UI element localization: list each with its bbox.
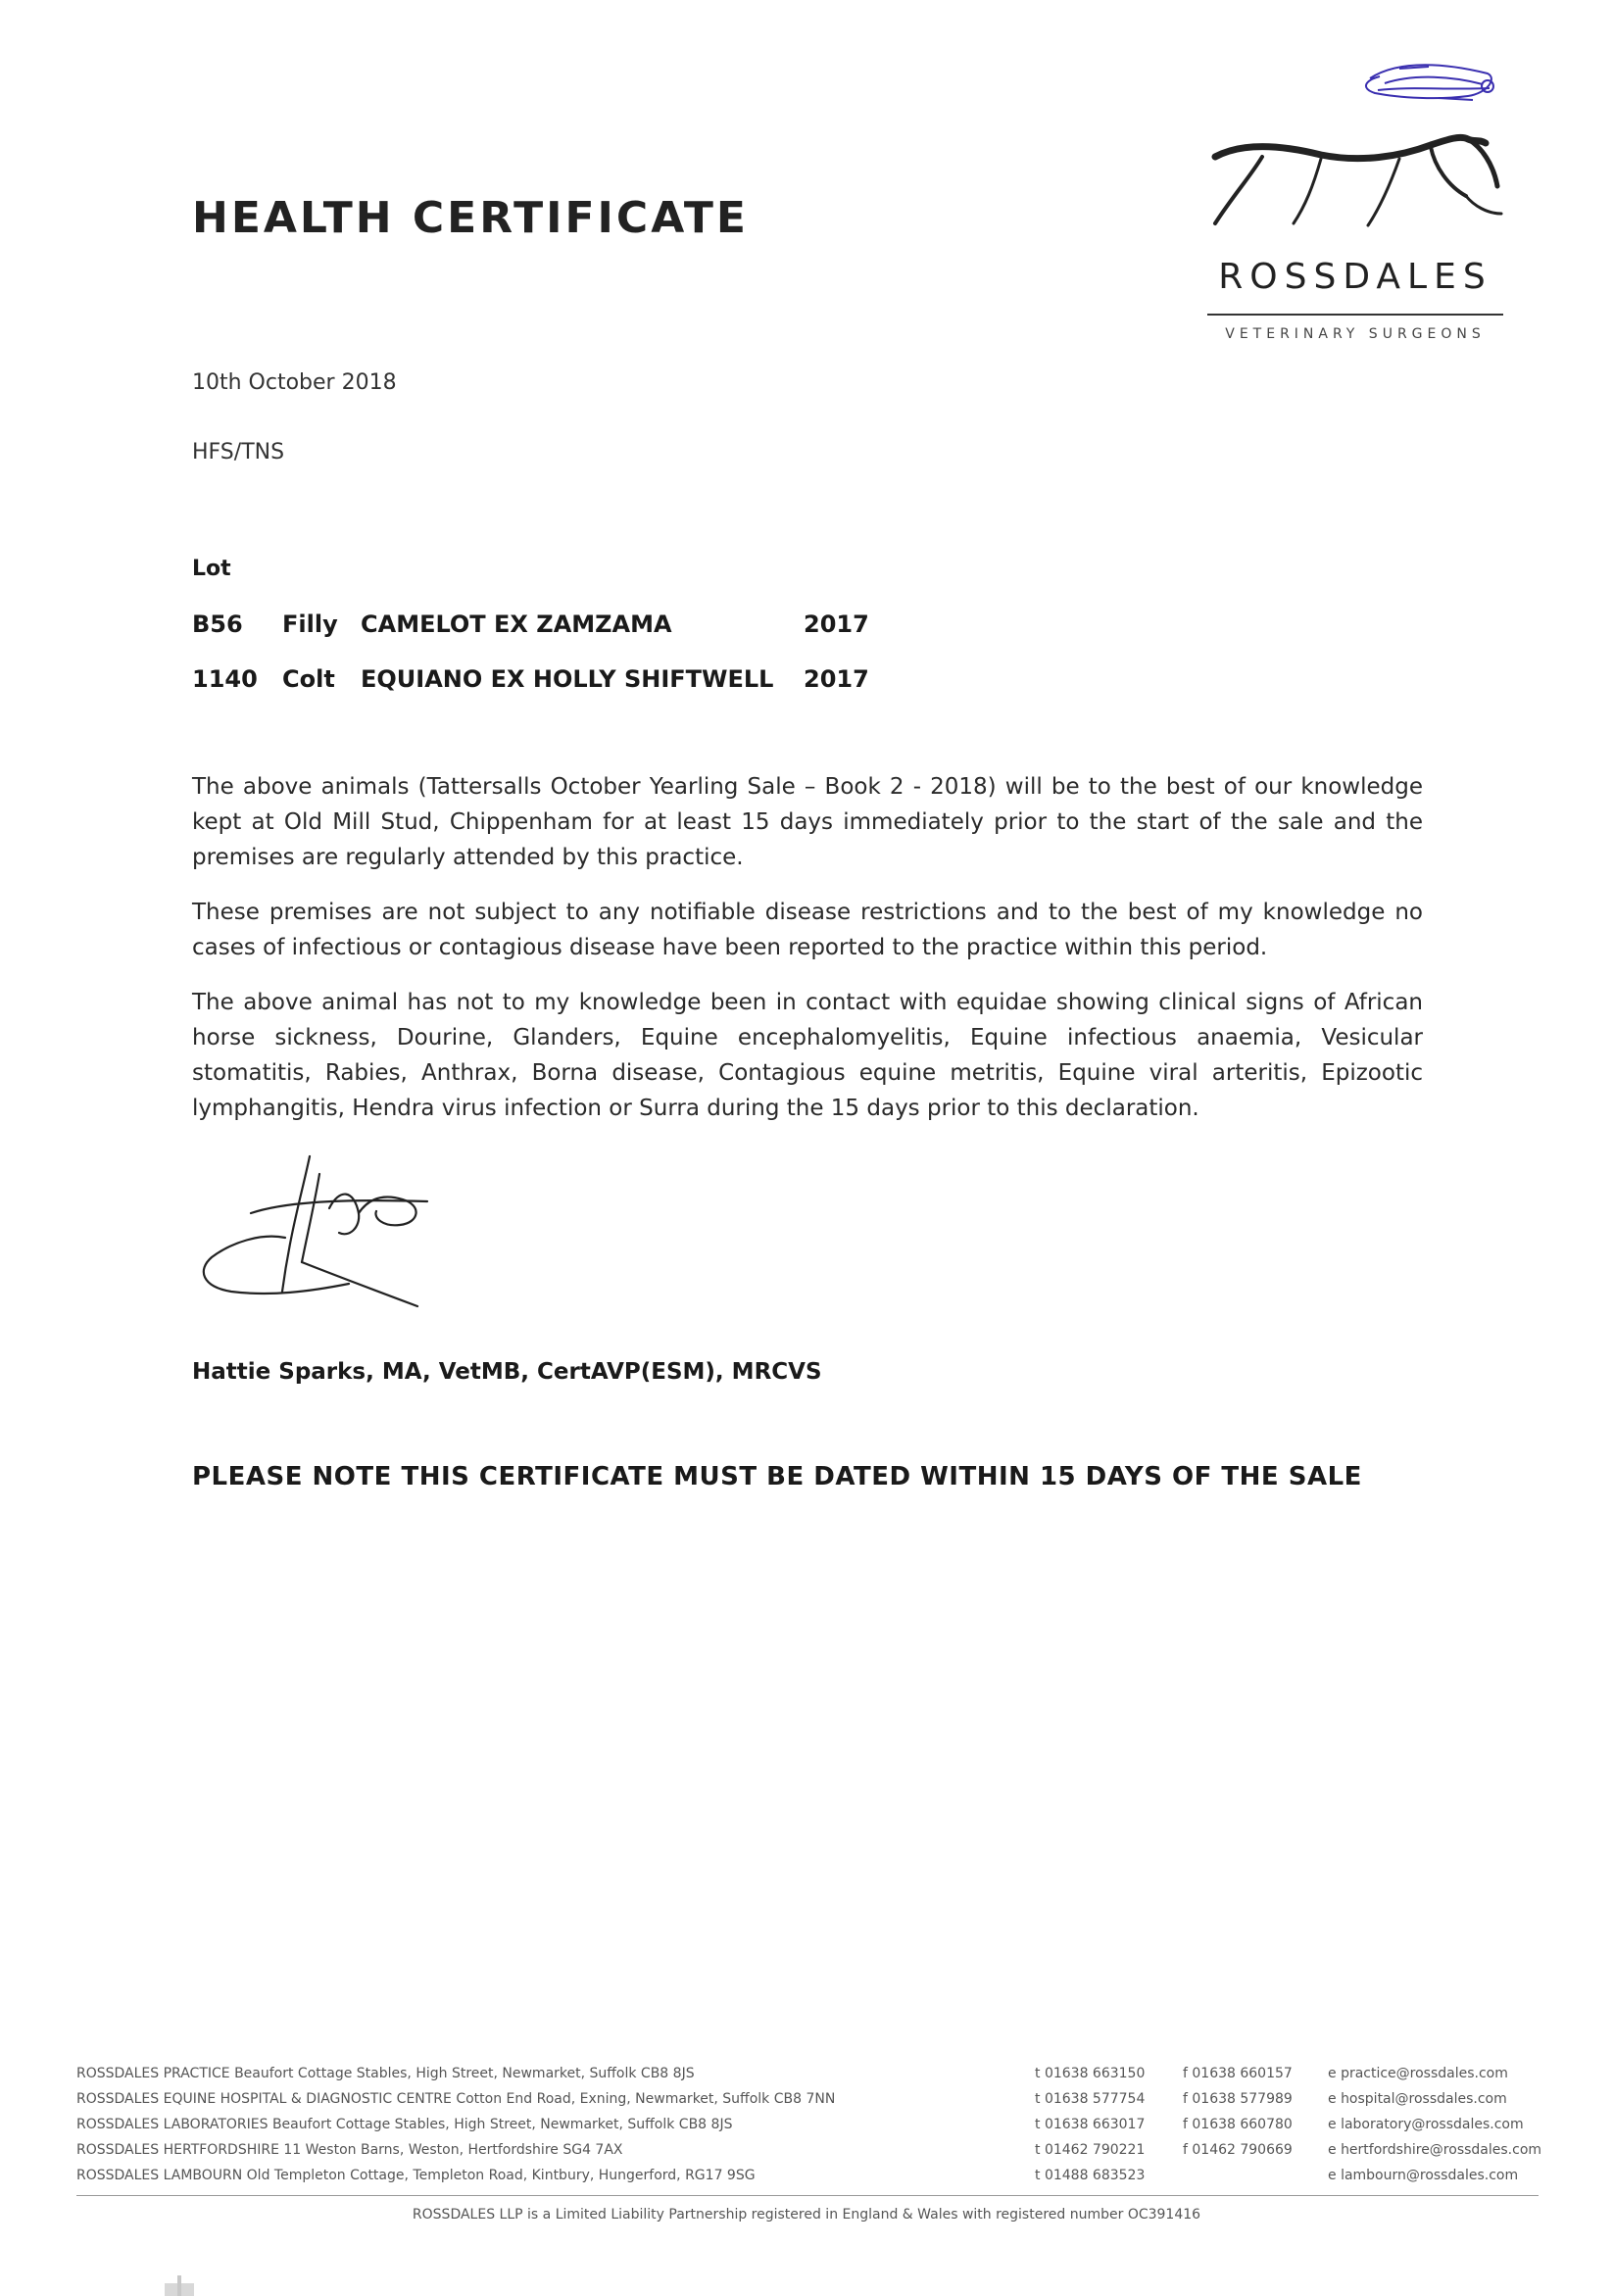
footer-address: ROSSDALES PRACTICE Beaufort Cottage Stables, High Street, Newmarket, Suffolk CB8 8JS [76,2066,695,2081]
footer-address: ROSSDALES LABORATORIES Beaufort Cottage Stables, High Street, Newmarket, Suffolk CB8 8JS [76,2117,733,2132]
certificate-date: 10th October 2018 [192,370,397,395]
stamp-mark-icon [1366,65,1493,100]
lot-sex: Filly [282,611,338,638]
footer-divider [76,2195,1539,2196]
lot-pedigree: EQUIANO EX HOLLY SHIFTWELL [361,665,774,693]
footer-email: e hertfordshire@rossdales.com [1328,2142,1542,2158]
lot-row [192,665,937,695]
signatory-name: Hattie Sparks, MA, VetMB, CertAVP(ESM), MRCVS [192,1359,822,1385]
page-title: HEALTH CERTIFICATE [192,193,749,243]
logo-divider [1207,314,1503,316]
footer-email: e practice@rossdales.com [1328,2066,1508,2081]
rossdales-logo [1203,49,1517,353]
lot-year: 2017 [804,611,869,638]
statement-paragraph: The above animals (Tattersalls October Yearling Sale – Book 2 - 2018) will be to the best of our knowledge kept at Old Mill Stud, Chippenham for at least 15 days immediately prior to the start of the sale and the premises are regularly attended by this practice. [192,774,1423,870]
statement-paragraph: These premises are not subject to any notifiable disease restrictions and to the best of my knowledge no cases of infectious or contagious disease have been reported to the practice within this period. [192,900,1423,960]
footer-fax: f 01638 660780 [1183,2117,1293,2132]
registration-mark-icon [165,2275,194,2296]
footer-address: ROSSDALES HERTFORDSHIRE 11 Weston Barns, Weston, Hertfordshire SG4 7AX [76,2142,623,2158]
statement-paragraph: The above animal has not to my knowledge been in contact with equidae showing clinical signs of African horse sickness, Dourine, Glanders, Equine encephalomyelitis, Equine infectious anaemia, Vesicular stomatitis, Rabies, Anthrax, Borna disease, Contagious equine metritis, Equine viral arteritis, Epizootic lymphangitis, Hendra virus infection or Surra during the 15 days prior to this declaration. [192,990,1423,1121]
logo-tagline: VETERINARY SURGEONS [1225,326,1486,342]
lot-pedigree: CAMELOT EX ZAMZAMA [361,611,672,638]
footer-fax: f 01462 790669 [1183,2142,1293,2158]
handwritten-signature [192,1145,466,1311]
galloping-horse-icon [1215,137,1501,225]
footer-telephone: t 01638 577754 [1035,2091,1146,2107]
footer-telephone: t 01638 663017 [1035,2117,1146,2132]
footer-telephone: t 01488 683523 [1035,2168,1146,2183]
lot-sex: Colt [282,665,335,693]
logo-wordmark: ROSSDALES [1218,257,1492,297]
footer-email: e hospital@rossdales.com [1328,2091,1507,2107]
footer-email: e laboratory@rossdales.com [1328,2117,1524,2132]
lot-number: B56 [192,611,243,638]
footer-email: e lambourn@rossdales.com [1328,2168,1519,2183]
lot-year: 2017 [804,665,869,693]
reference-code: HFS/TNS [192,440,285,464]
footer-telephone: t 01462 790221 [1035,2142,1146,2158]
dating-notice: PLEASE NOTE THIS CERTIFICATE MUST BE DATED WITHIN 15 DAYS OF THE SALE [192,1462,1362,1491]
lot-number: 1140 [192,665,258,693]
footer-fax: f 01638 577989 [1183,2091,1293,2107]
footer-fax: f 01638 660157 [1183,2066,1293,2081]
footer-address: ROSSDALES LAMBOURN Old Templeton Cottage, Templeton Road, Kintbury, Hungerford, RG17 9SG [76,2168,756,2183]
lot-row [192,611,937,640]
footer-address: ROSSDALES EQUINE HOSPITAL & DIAGNOSTIC CENTRE Cotton End Road, Exning, Newmarket, Suffolk CB8 7NN [76,2091,836,2107]
footer-telephone: t 01638 663150 [1035,2066,1146,2081]
footer-legal-notice: ROSSDALES LLP is a Limited Liability Partnership registered in England & Wales with registered number OC391416 [412,2207,1201,2223]
lot-heading: Lot [192,557,231,581]
